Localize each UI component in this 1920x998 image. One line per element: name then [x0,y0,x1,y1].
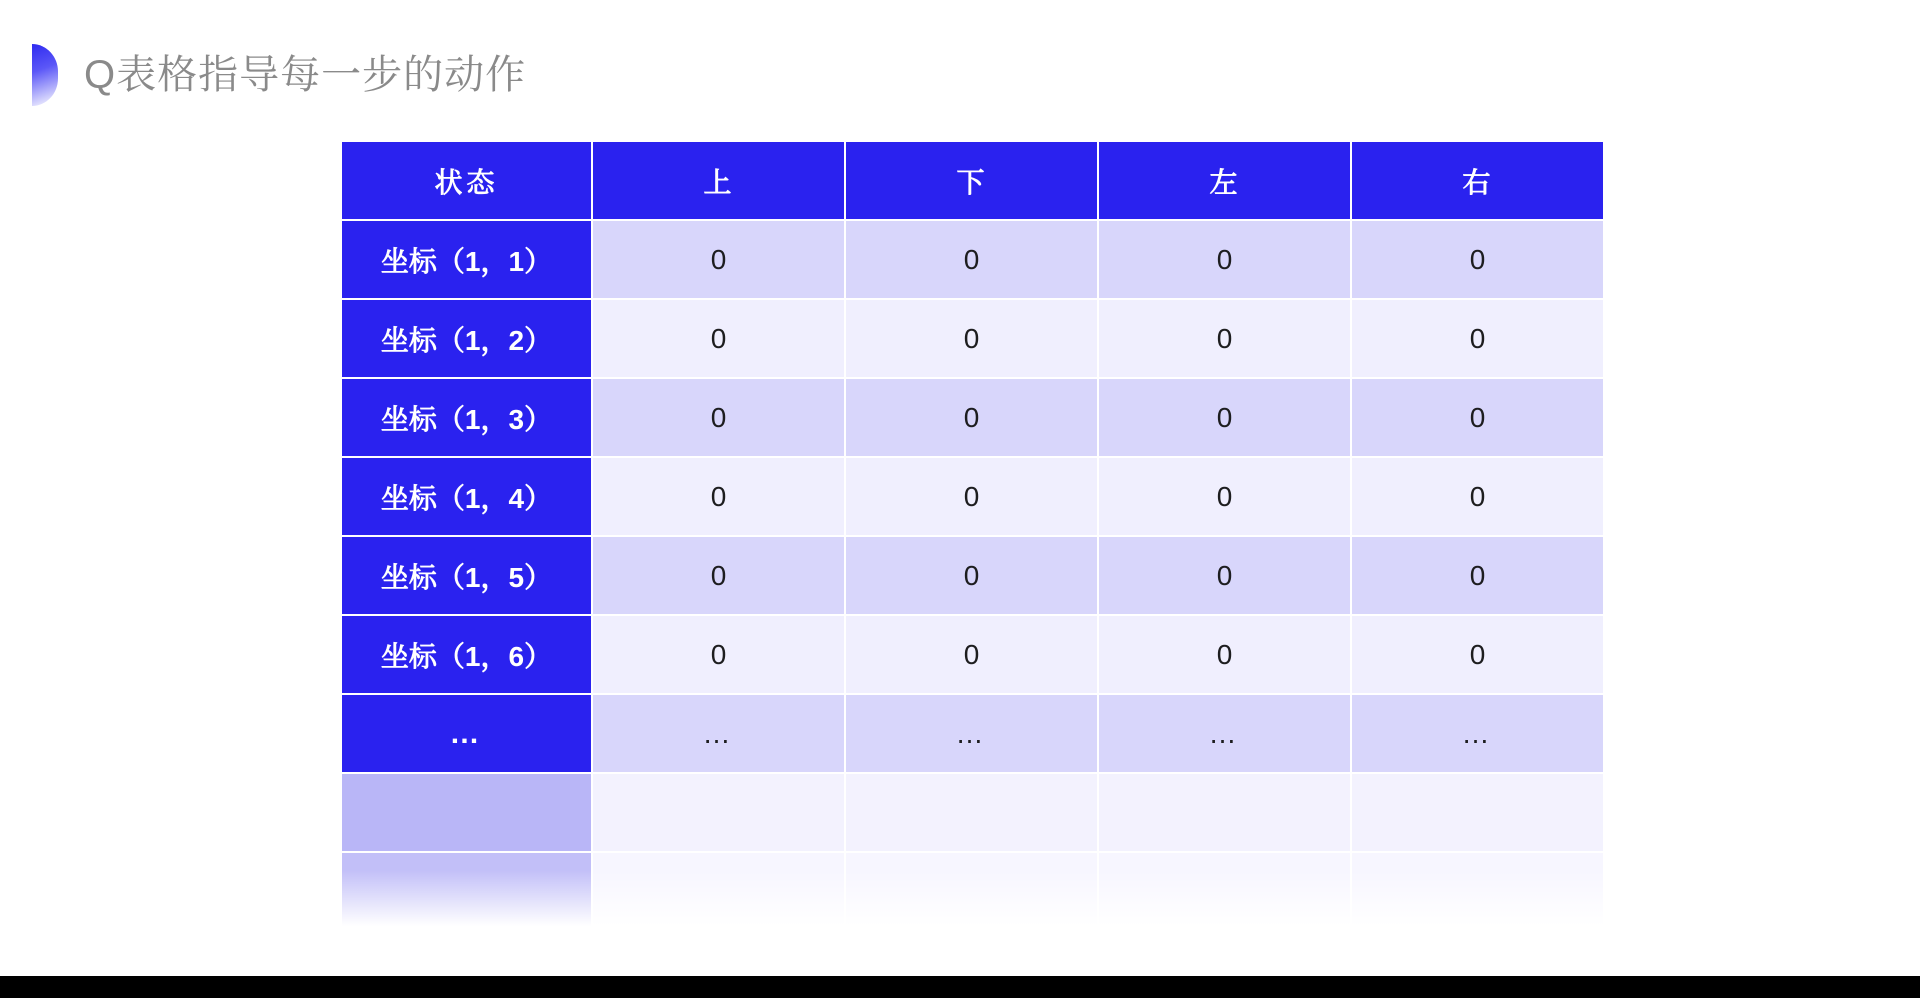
q-value-left: 0 [1098,299,1351,378]
table-row-blank [341,773,1604,852]
slide-title-row [32,40,526,110]
q-table-container [340,140,1603,932]
q-value-up: … [592,694,845,773]
q-value-up [592,852,845,931]
table-row [341,457,1604,536]
q-value-right: 0 [1351,536,1604,615]
q-value-right: 0 [1351,378,1604,457]
state-label [341,773,592,852]
table-row [341,220,1604,299]
page-title: Q表格指导每一步的动作 [84,53,527,97]
q-value-right: 0 [1351,615,1604,694]
column-header-state: 状态 [341,141,592,220]
q-value-down [845,852,1098,931]
q-value-down: 0 [845,378,1098,457]
q-value-left: 0 [1098,378,1351,457]
q-value-up: 0 [592,536,845,615]
q-value-left: 0 [1098,615,1351,694]
q-value-right: 0 [1351,457,1604,536]
q-value-up: 0 [592,299,845,378]
column-header-down: 下 [845,141,1098,220]
q-value-up [592,773,845,852]
column-header-up: 上 [592,141,845,220]
state-label: 坐标（1，3） [341,378,592,457]
state-label: 坐标（1，4） [341,457,592,536]
q-value-left: … [1098,694,1351,773]
q-value-right: 0 [1351,220,1604,299]
q-value-left [1098,852,1351,931]
state-label: 坐标（1，2） [341,299,592,378]
q-value-right: … [1351,694,1604,773]
table-row-blank [341,852,1604,931]
q-table [340,140,1605,932]
q-value-up: 0 [592,457,845,536]
title-accent-marker-icon [32,44,58,106]
q-value-left: 0 [1098,220,1351,299]
q-value-right [1351,773,1604,852]
q-value-down: 0 [845,220,1098,299]
table-row [341,299,1604,378]
q-value-down: 0 [845,615,1098,694]
q-value-left: 0 [1098,536,1351,615]
state-label: 坐标（1，6） [341,615,592,694]
state-label: 坐标（1，1） [341,220,592,299]
table-row [341,378,1604,457]
q-value-up: 0 [592,378,845,457]
column-header-right: 右 [1351,141,1604,220]
state-label [341,852,592,931]
q-value-down: 0 [845,299,1098,378]
column-header-left: 左 [1098,141,1351,220]
table-row [341,536,1604,615]
table-row [341,615,1604,694]
q-value-right: 0 [1351,299,1604,378]
q-value-left [1098,773,1351,852]
q-value-down: … [845,694,1098,773]
state-label: 坐标（1，5） [341,536,592,615]
q-value-right [1351,852,1604,931]
q-value-down [845,773,1098,852]
q-value-down: 0 [845,536,1098,615]
q-value-up: 0 [592,220,845,299]
q-value-left: 0 [1098,457,1351,536]
table-header-row [341,141,1604,220]
q-value-down: 0 [845,457,1098,536]
table-row-ellipsis [341,694,1604,773]
q-value-up: 0 [592,615,845,694]
bottom-letterbox-bar [0,976,1920,998]
state-label: … [341,694,592,773]
